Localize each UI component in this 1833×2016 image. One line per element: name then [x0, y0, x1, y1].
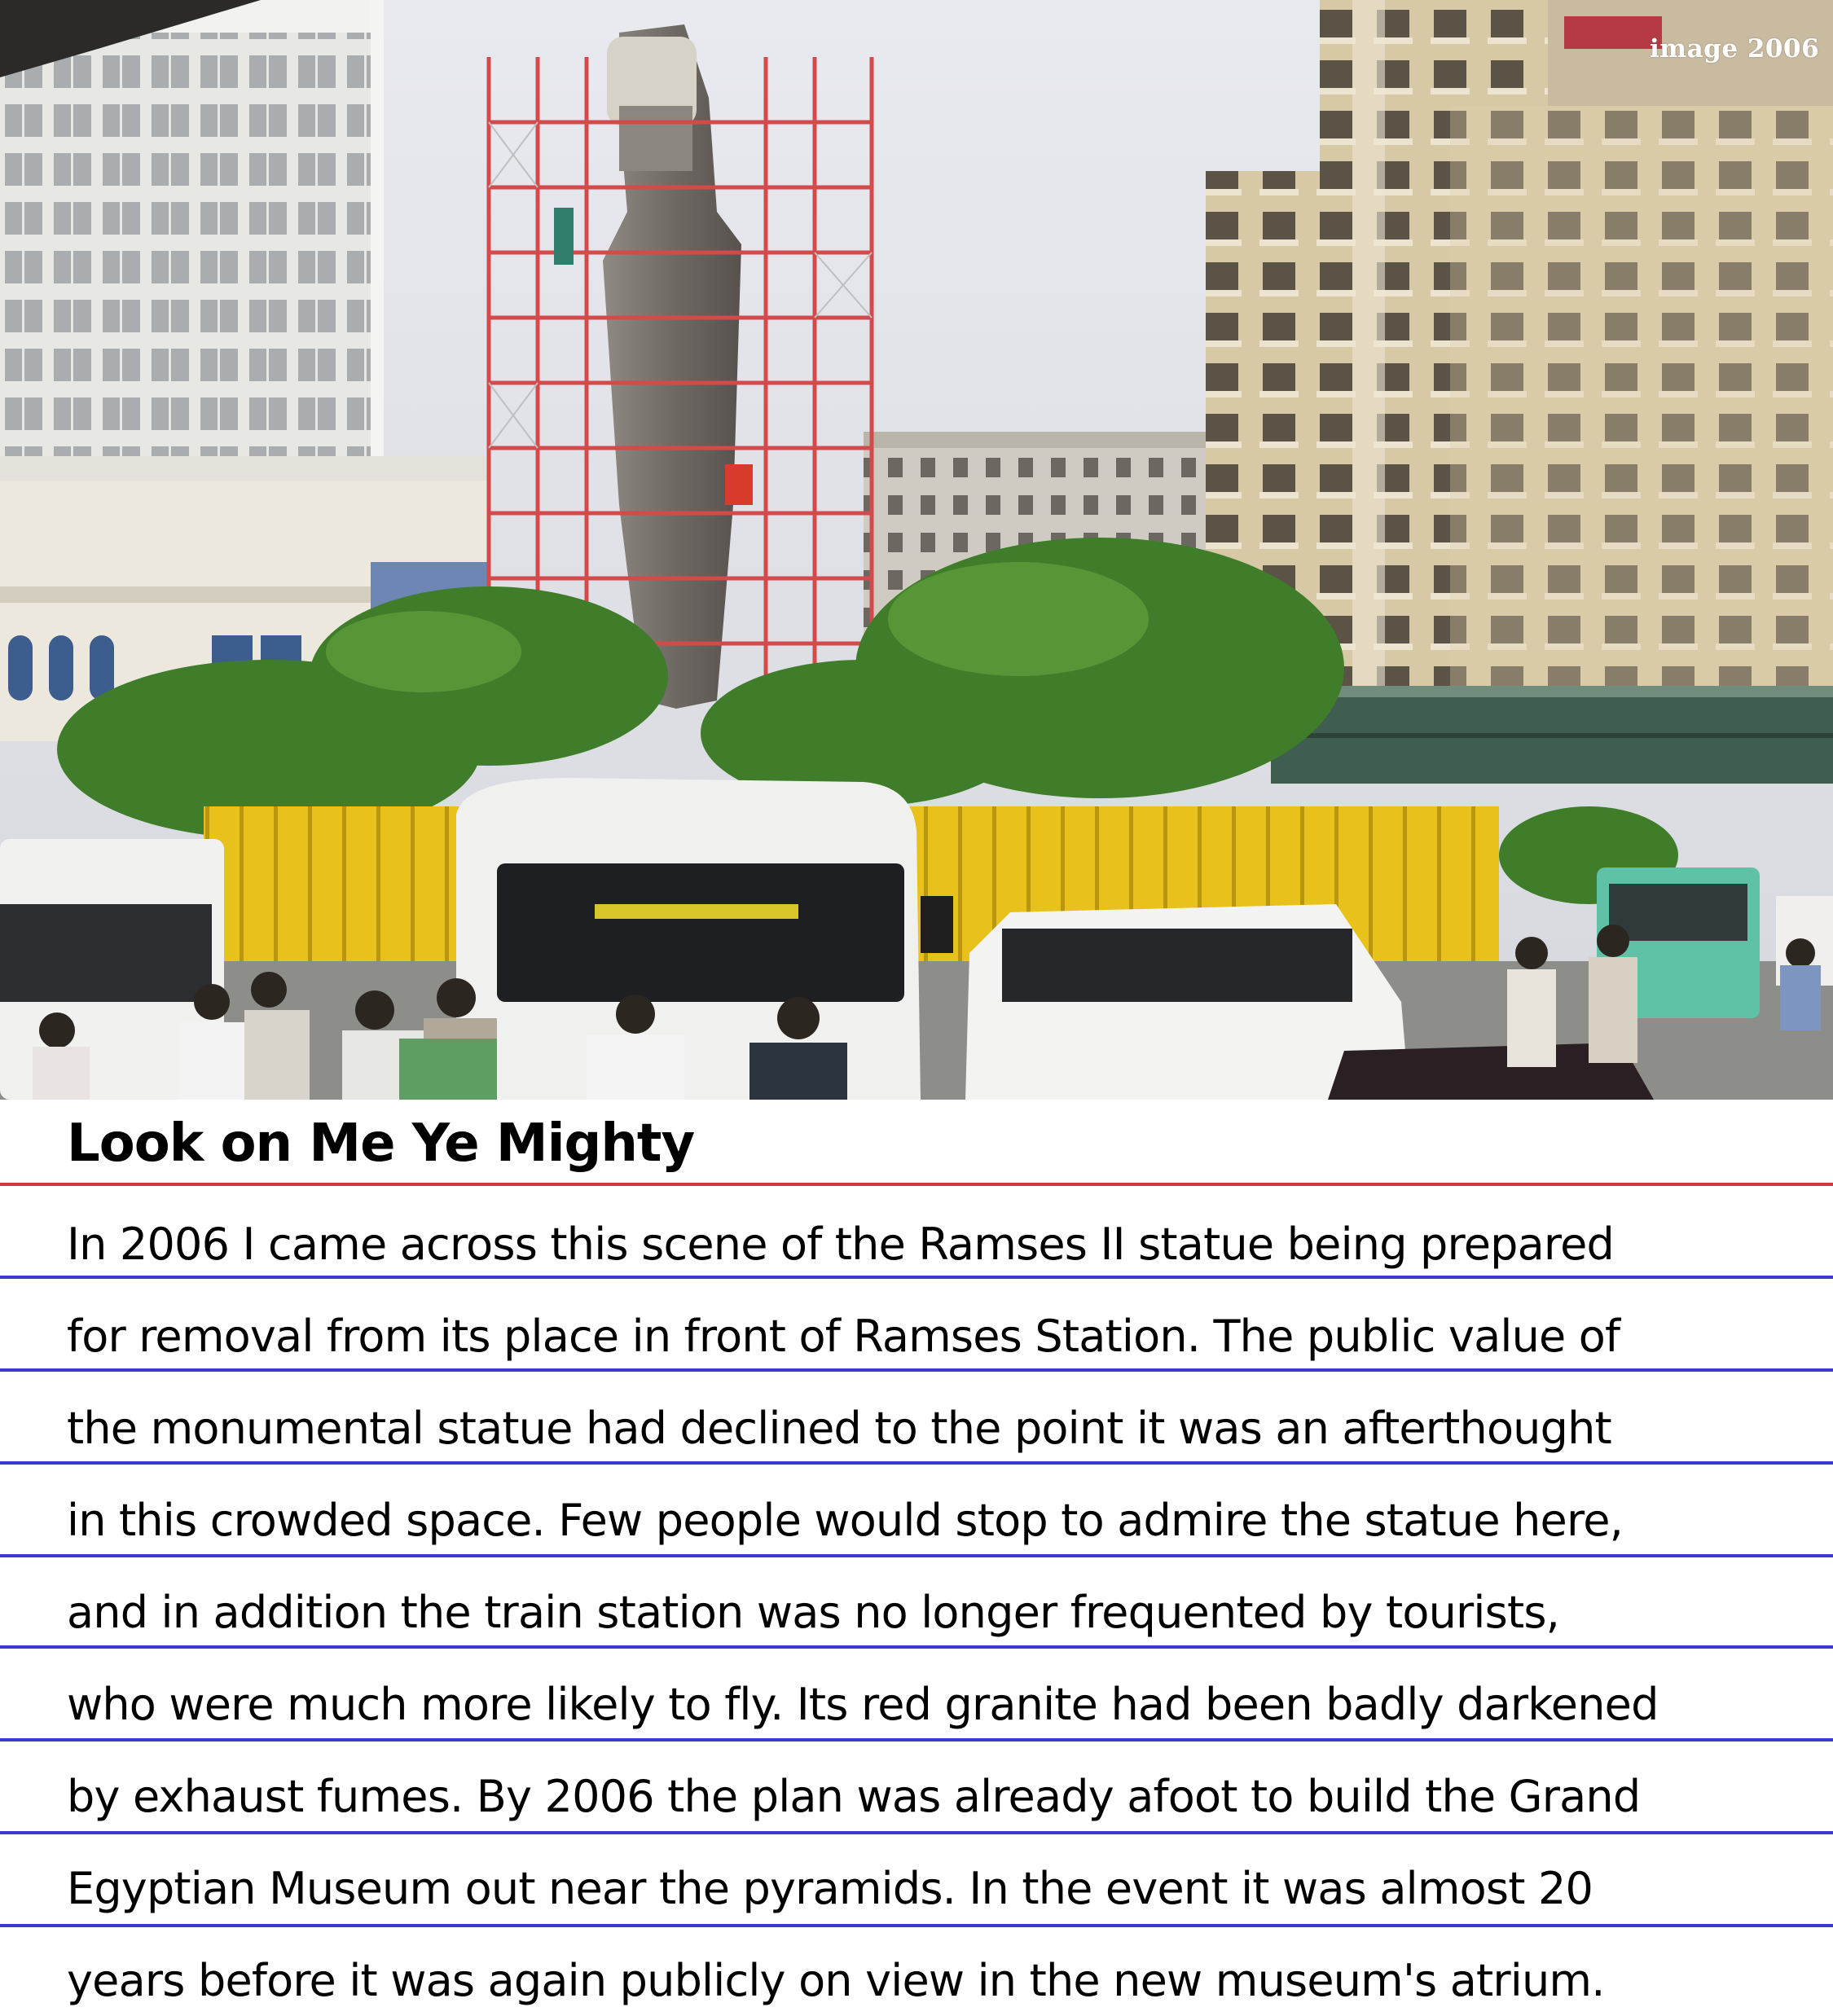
body-line-4: in this crowded space. Few people would stop to admire the statue here,: [67, 1495, 1623, 1546]
body-line-8: Egyptian Museum out near the pyramids. In the event it was almost 20: [67, 1863, 1593, 1914]
line-rule: [0, 1461, 1833, 1465]
title-underline-rule: [0, 1183, 1833, 1186]
line-rule: [0, 1554, 1833, 1557]
line-rule: [0, 1276, 1833, 1279]
body-line-7: by exhaust fumes. By 2006 the plan was already afoot to build the Grand: [67, 1771, 1641, 1822]
line-rule: [0, 1645, 1833, 1649]
line-rule: [0, 1368, 1833, 1372]
body-line-9: years before it was again publicly on view in the new museum's atrium.: [67, 1955, 1605, 2006]
line-rule: [0, 1831, 1833, 1834]
page-title: Look on Me Ye Mighty: [67, 1113, 695, 1174]
line-rule: [0, 1738, 1833, 1741]
body-line-3: the monumental statue had declined to the point it was an afterthought: [67, 1403, 1611, 1454]
body-line-6: who were much more likely to fly. Its red granite had been badly darkened: [67, 1679, 1659, 1730]
body-line-5: and in addition the train station was no longer frequented by tourists,: [67, 1587, 1560, 1638]
body-line-1: In 2006 I came across this scene of the Ramses II statue being prepared: [67, 1219, 1615, 1270]
body-line-2: for removal from its place in front of Ramses Station. The public value of: [67, 1311, 1620, 1362]
line-rule: [0, 1924, 1833, 1927]
photo-watermark: image 2006: [1650, 34, 1820, 64]
